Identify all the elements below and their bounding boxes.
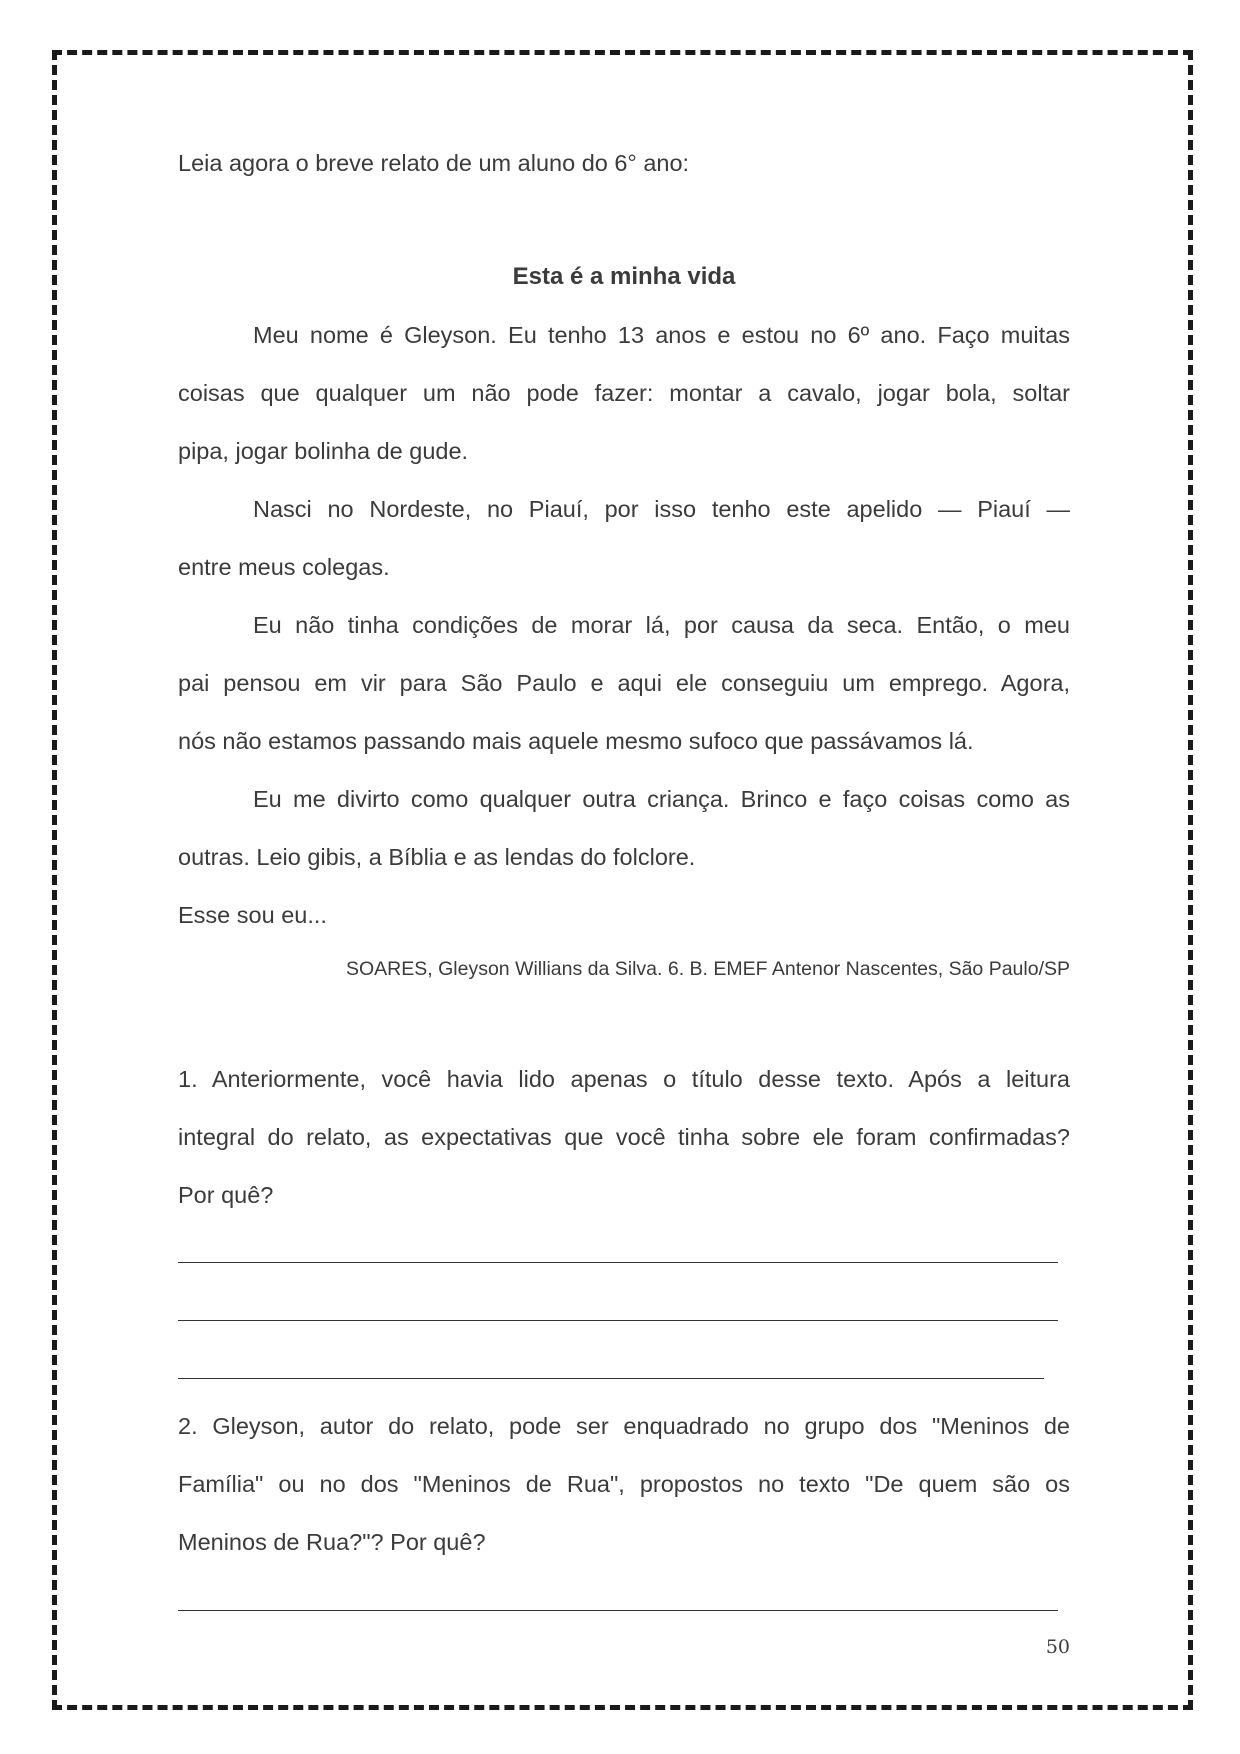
story-line: Eu não tinha condições de morar lá, por causa da seca. Então, o meu bbox=[253, 612, 1070, 638]
question-2-line: Família" ou no dos "Meninos de Rua", propostos no texto "De quem são os bbox=[178, 1471, 1070, 1497]
question-2-line: Meninos de Rua?"? Por quê? bbox=[178, 1529, 486, 1555]
story-line: Nasci no Nordeste, no Piauí, por isso tenho este apelido — Piauí — bbox=[253, 496, 1070, 522]
answer-line[interactable] bbox=[178, 1610, 1058, 1611]
story-line: nós não estamos passando mais aquele mesmo sufoco que passávamos lá. bbox=[178, 728, 974, 754]
intro-text: Leia agora o breve relato de um aluno do 6° ano: bbox=[178, 150, 690, 176]
answer-line[interactable] bbox=[178, 1262, 1058, 1263]
story-line: pai pensou em vir para São Paulo e aqui ele conseguiu um emprego. Agora, bbox=[178, 670, 1070, 696]
story-line: coisas que qualquer um não pode fazer: montar a cavalo, jogar bola, soltar bbox=[178, 380, 1070, 406]
story-line: outras. Leio gibis, a Bíblia e as lendas do folclore. bbox=[178, 844, 696, 870]
answer-line[interactable] bbox=[178, 1320, 1058, 1321]
question-1-line: integral do relato, as expectativas que você tinha sobre ele foram confirmadas? bbox=[178, 1124, 1070, 1150]
question-1-line: 1. Anteriormente, você havia lido apenas o título desse texto. Após a leitura bbox=[178, 1066, 1070, 1092]
question-1-line: Por quê? bbox=[178, 1182, 274, 1208]
question-2-line: 2. Gleyson, autor do relato, pode ser enquadrado no grupo dos "Meninos de bbox=[178, 1413, 1070, 1439]
story-line: Meu nome é Gleyson. Eu tenho 13 anos e estou no 6º ano. Faço muitas bbox=[253, 322, 1070, 348]
page-number: 50 bbox=[1045, 1636, 1070, 1658]
story-source-citation: SOARES, Gleyson Willians da Silva. 6. B. EMEF Antenor Nascentes, São Paulo/SP bbox=[346, 958, 1070, 980]
story-line: pipa, jogar bolinha de gude. bbox=[178, 438, 469, 464]
dashed-page-border bbox=[52, 50, 1193, 1710]
story-line: Eu me divirto como qualquer outra criança. Brinco e faço coisas como as bbox=[253, 786, 1070, 812]
story-line: entre meus colegas. bbox=[178, 554, 390, 580]
story-line: Esse sou eu... bbox=[178, 902, 327, 928]
story-title: Esta é a minha vida bbox=[512, 263, 736, 290]
answer-line[interactable] bbox=[178, 1378, 1044, 1379]
